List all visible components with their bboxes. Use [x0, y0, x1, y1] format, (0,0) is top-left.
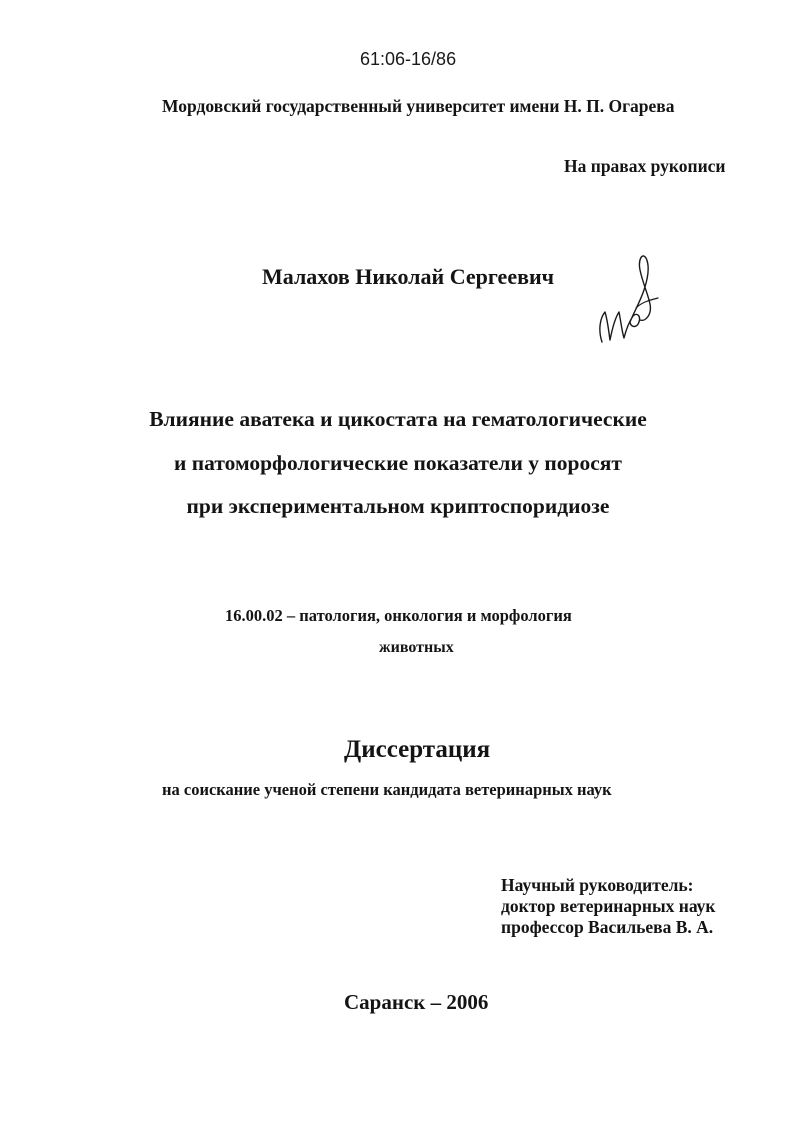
title-line: и патоморфологические показатели у поросят [174, 450, 622, 475]
supervisor-role: Научный руководитель: [501, 875, 694, 895]
city-year: Саранск – 2006 [344, 990, 489, 1014]
supervisor-degree: доктор ветеринарных наук [501, 896, 716, 916]
dissertation-title [0, 398, 796, 529]
handwritten-signature [588, 250, 668, 350]
manuscript-note: На правах рукописи [564, 156, 726, 176]
university-name: Мордовский государственный университет имени Н. П. Огарева [162, 96, 675, 116]
title-line: Влияние аватека и цикостата на гематологические [149, 407, 647, 431]
degree-statement: на соискание ученой степени кандидата ветеринарных наук [162, 780, 612, 799]
specialty-code: 16.00.02 – патология, онкология и морфология [225, 606, 572, 625]
author-name: Малахов Николай Сергеевич [262, 264, 555, 289]
document-type: Диссертация [344, 736, 491, 763]
specialty-continuation: животных [379, 639, 454, 656]
title-line: при экспериментальном криптоспоридиозе [186, 494, 610, 518]
supervisor-block [501, 875, 716, 938]
supervisor-name: профессор Васильева В. А. [501, 917, 714, 937]
catalog-code: 61:06-16/86 [360, 49, 457, 69]
